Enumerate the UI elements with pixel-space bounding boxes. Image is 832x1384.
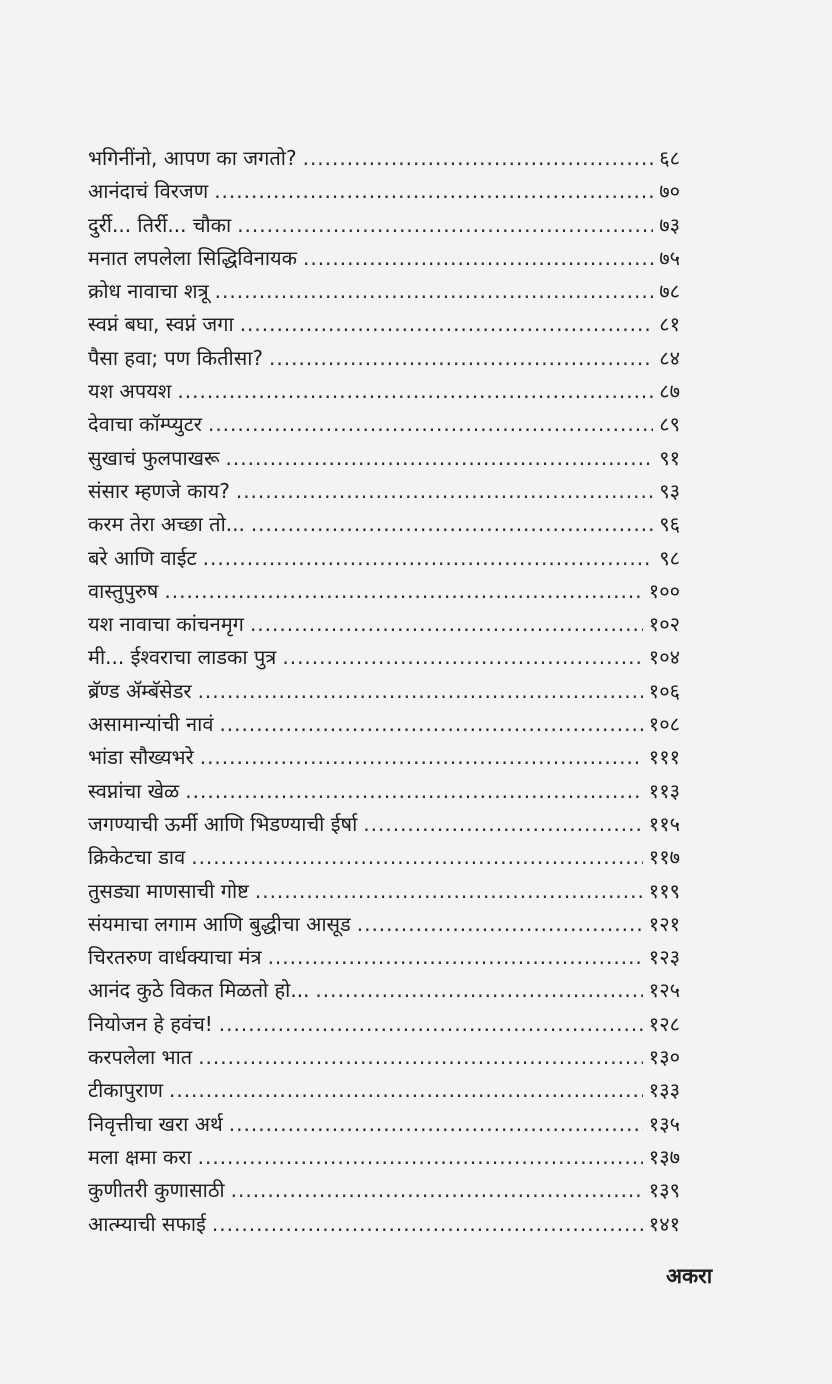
- toc-entry-title: संयमाचा लगाम आणि बुद्धीचा आसूड: [88, 911, 351, 936]
- toc-leader-dots: [169, 1074, 643, 1107]
- toc-entry: [88, 1008, 680, 1041]
- toc-entry: [88, 875, 680, 908]
- toc-entry-page-number: ९१: [659, 445, 680, 470]
- toc-entry-title: आनंद कुठे विकत मिळतो हो...: [88, 978, 310, 1003]
- toc-entry: [88, 808, 680, 841]
- toc-leader-dots: [282, 641, 642, 674]
- toc-entry-title: दुर्री... तिर्री... चौका: [88, 212, 232, 237]
- toc-leader-dots: [269, 342, 653, 375]
- toc-entry-page-number: ६८: [659, 146, 680, 170]
- toc-entry-title: पैसा हवा; पण कितीसा?: [88, 345, 264, 370]
- toc-entry: [88, 741, 680, 774]
- toc-entry: [88, 275, 680, 308]
- toc-entry: [88, 1141, 680, 1174]
- toc-entry: [88, 242, 680, 275]
- toc-leader-dots: [203, 542, 654, 575]
- toc-entry-page-number: १००: [648, 578, 680, 603]
- toc-entry-title: टीकापुराण: [88, 1078, 163, 1103]
- toc-entry: [88, 408, 680, 441]
- toc-entry-page-number: १२३: [648, 945, 680, 970]
- toc-entry-page-number: १११: [648, 745, 680, 770]
- toc-entry-title: मी... ईश्वराचा लाडका पुत्र: [88, 645, 277, 670]
- toc-leader-dots: [250, 608, 643, 641]
- toc-entry-page-number: ११९: [648, 878, 680, 903]
- toc-entry-page-number: ७८: [659, 279, 680, 304]
- toc-entry-title: क्रोध नावाचा शत्रू: [88, 279, 209, 304]
- toc-entry-page-number: ९३: [659, 478, 680, 503]
- toc-leader-dots: [219, 1008, 643, 1041]
- toc-entry-page-number: १३३: [648, 1078, 680, 1103]
- toc-entry-page-number: १०४: [648, 645, 680, 670]
- toc-entry: [88, 175, 680, 208]
- toc-leader-dots: [214, 175, 653, 208]
- toc-entry-page-number: १०६: [648, 678, 680, 703]
- toc-entry: [88, 209, 680, 242]
- toc-leader-dots: [251, 508, 653, 541]
- toc-entry-page-number: १०८: [648, 712, 680, 737]
- toc-entry: [88, 575, 680, 608]
- toc-entry-page-number: १२१: [648, 911, 680, 936]
- toc-leader-dots: [191, 841, 643, 874]
- toc-leader-dots: [255, 875, 643, 908]
- toc-leader-dots: [177, 375, 653, 408]
- toc-leader-dots: [198, 1041, 643, 1074]
- toc-entry: [88, 1174, 680, 1207]
- toc-entry-page-number: १३५: [648, 1111, 680, 1136]
- toc-entry-title: स्वप्नं बघा, स्वप्नं जगा: [88, 312, 234, 337]
- toc-entry-page-number: १०२: [648, 612, 680, 637]
- toc-leader-dots: [240, 308, 653, 341]
- toc-leader-dots: [185, 775, 643, 808]
- toc-entry-page-number: १३७: [648, 1144, 680, 1169]
- toc-entry: [88, 308, 680, 341]
- toc-entry: [88, 1041, 680, 1074]
- toc-entry: [88, 442, 680, 475]
- toc-entry: [88, 675, 680, 708]
- toc-entry-page-number: १२८: [648, 1011, 680, 1036]
- toc-entry-title: ब्रॅण्ड ॲम्बॅसेडर: [88, 678, 192, 703]
- toc-entry-page-number: ११५: [648, 811, 680, 836]
- toc-leader-dots: [226, 442, 654, 475]
- toc-entry-page-number: १४१: [648, 1211, 680, 1236]
- toc-entry: [88, 475, 680, 508]
- toc-entry-page-number: १३९: [648, 1178, 680, 1203]
- toc-entry: [88, 908, 680, 941]
- toc-entry-title: यश अपयश: [88, 379, 172, 404]
- toc-entry-title: असामान्यांची नावं: [88, 712, 214, 737]
- toc-entry: [88, 1208, 680, 1241]
- toc-entry-title: मला क्षमा करा: [88, 1144, 192, 1169]
- toc-entry-title: जगण्याची ऊर्मी आणि भिडण्याची ईर्षा: [88, 811, 358, 836]
- toc-leader-dots: [357, 908, 643, 941]
- toc-entry-page-number: ११३: [648, 778, 680, 803]
- toc-entry: [88, 974, 680, 1007]
- toc-entry: [88, 841, 680, 874]
- toc-entry-title: देवाचा कॉम्प्युटर: [88, 412, 202, 437]
- toc-entry-title: करम तेरा अच्छा तो...: [88, 512, 245, 537]
- toc-leader-dots: [212, 1208, 643, 1241]
- toc-entry-page-number: ११७: [648, 845, 680, 870]
- toc-leader-dots: [236, 475, 653, 508]
- toc-entry: [88, 342, 680, 375]
- toc-entry-title: तुसड्या माणसाची गोष्ट: [88, 878, 249, 903]
- toc-leader-dots: [237, 209, 653, 242]
- toc-leader-dots: [315, 974, 642, 1007]
- toc-entry-page-number: ८९: [659, 412, 680, 437]
- toc-leader-dots: [215, 275, 654, 308]
- toc-entry-page-number: ७३: [659, 212, 680, 237]
- toc-entry: [88, 1108, 680, 1141]
- toc-entry-title: आनंदाचं विरजण: [88, 179, 209, 204]
- toc-leader-dots: [219, 708, 642, 741]
- toc-entry-page-number: ८७: [659, 379, 680, 404]
- toc-entry-title: मनात लपलेला सिद्धिविनायक: [88, 245, 297, 270]
- toc-leader-dots: [164, 575, 642, 608]
- toc-leader-dots: [200, 741, 643, 774]
- toc-leader-dots: [198, 1141, 643, 1174]
- toc-entry-title: नियोजन हे हवंच!: [88, 1011, 213, 1036]
- toc-entry-page-number: ९८: [659, 545, 680, 570]
- toc-leader-dots: [198, 675, 643, 708]
- toc-entry-title: सुखाचं फुलपाखरू: [88, 445, 220, 470]
- toc-entry-title: बरे आणि वाईट: [88, 545, 197, 570]
- toc-entry-title: संसार म्हणजे काय?: [88, 478, 230, 503]
- toc-entry-page-number: १२५: [648, 978, 680, 1003]
- toc-entry-page-number: ८४: [659, 345, 680, 370]
- toc-leader-dots: [363, 808, 643, 841]
- toc-entry: [88, 375, 680, 408]
- toc-entry-page-number: १३०: [648, 1045, 680, 1070]
- toc-entry-title: आत्म्याची सफाई: [88, 1211, 206, 1236]
- toc-entry: [88, 941, 680, 974]
- toc-entry-title: यश नावाचा कांचनमृग: [88, 612, 244, 637]
- toc-entry: [88, 508, 680, 541]
- toc-entry: [88, 542, 680, 575]
- toc-entry-title: स्वप्नांचा खेळ: [88, 778, 180, 803]
- toc-leader-dots: [303, 242, 653, 275]
- toc-entry-title: क्रिकेटचा डाव: [88, 845, 186, 870]
- table-of-contents: [88, 142, 680, 1241]
- toc-entry: [88, 775, 680, 808]
- toc-entry-title: भगिनींनो, आपण का जगतो?: [88, 146, 297, 170]
- page-number-label: अकरा: [666, 1264, 713, 1288]
- toc-leader-dots: [303, 142, 654, 175]
- toc-entry-title: चिरतरुण वार्धक्याचा मंत्र: [88, 945, 262, 970]
- toc-entry-title: करपलेला भात: [88, 1045, 193, 1070]
- toc-entry: [88, 708, 680, 741]
- toc-entry-title: कुणीतरी कुणासाठी: [88, 1178, 225, 1203]
- toc-entry: [88, 608, 680, 641]
- toc-entry: [88, 641, 680, 674]
- toc-entry-page-number: ७०: [659, 179, 680, 204]
- toc-entry-page-number: ९६: [659, 512, 680, 537]
- toc-entry-title: वास्तुपुरुष: [88, 578, 159, 603]
- toc-leader-dots: [268, 941, 643, 974]
- toc-leader-dots: [229, 1108, 643, 1141]
- toc-entry-title: निवृत्तीचा खरा अर्थ: [88, 1111, 223, 1136]
- toc-entry-title: भांडा सौख्यभरे: [88, 745, 194, 770]
- toc-leader-dots: [231, 1174, 643, 1207]
- toc-leader-dots: [208, 408, 653, 441]
- toc-entry-page-number: ७५: [659, 245, 680, 270]
- toc-entry: [88, 1074, 680, 1107]
- toc-entry-page-number: ८१: [659, 312, 680, 337]
- toc-entry: [88, 142, 680, 175]
